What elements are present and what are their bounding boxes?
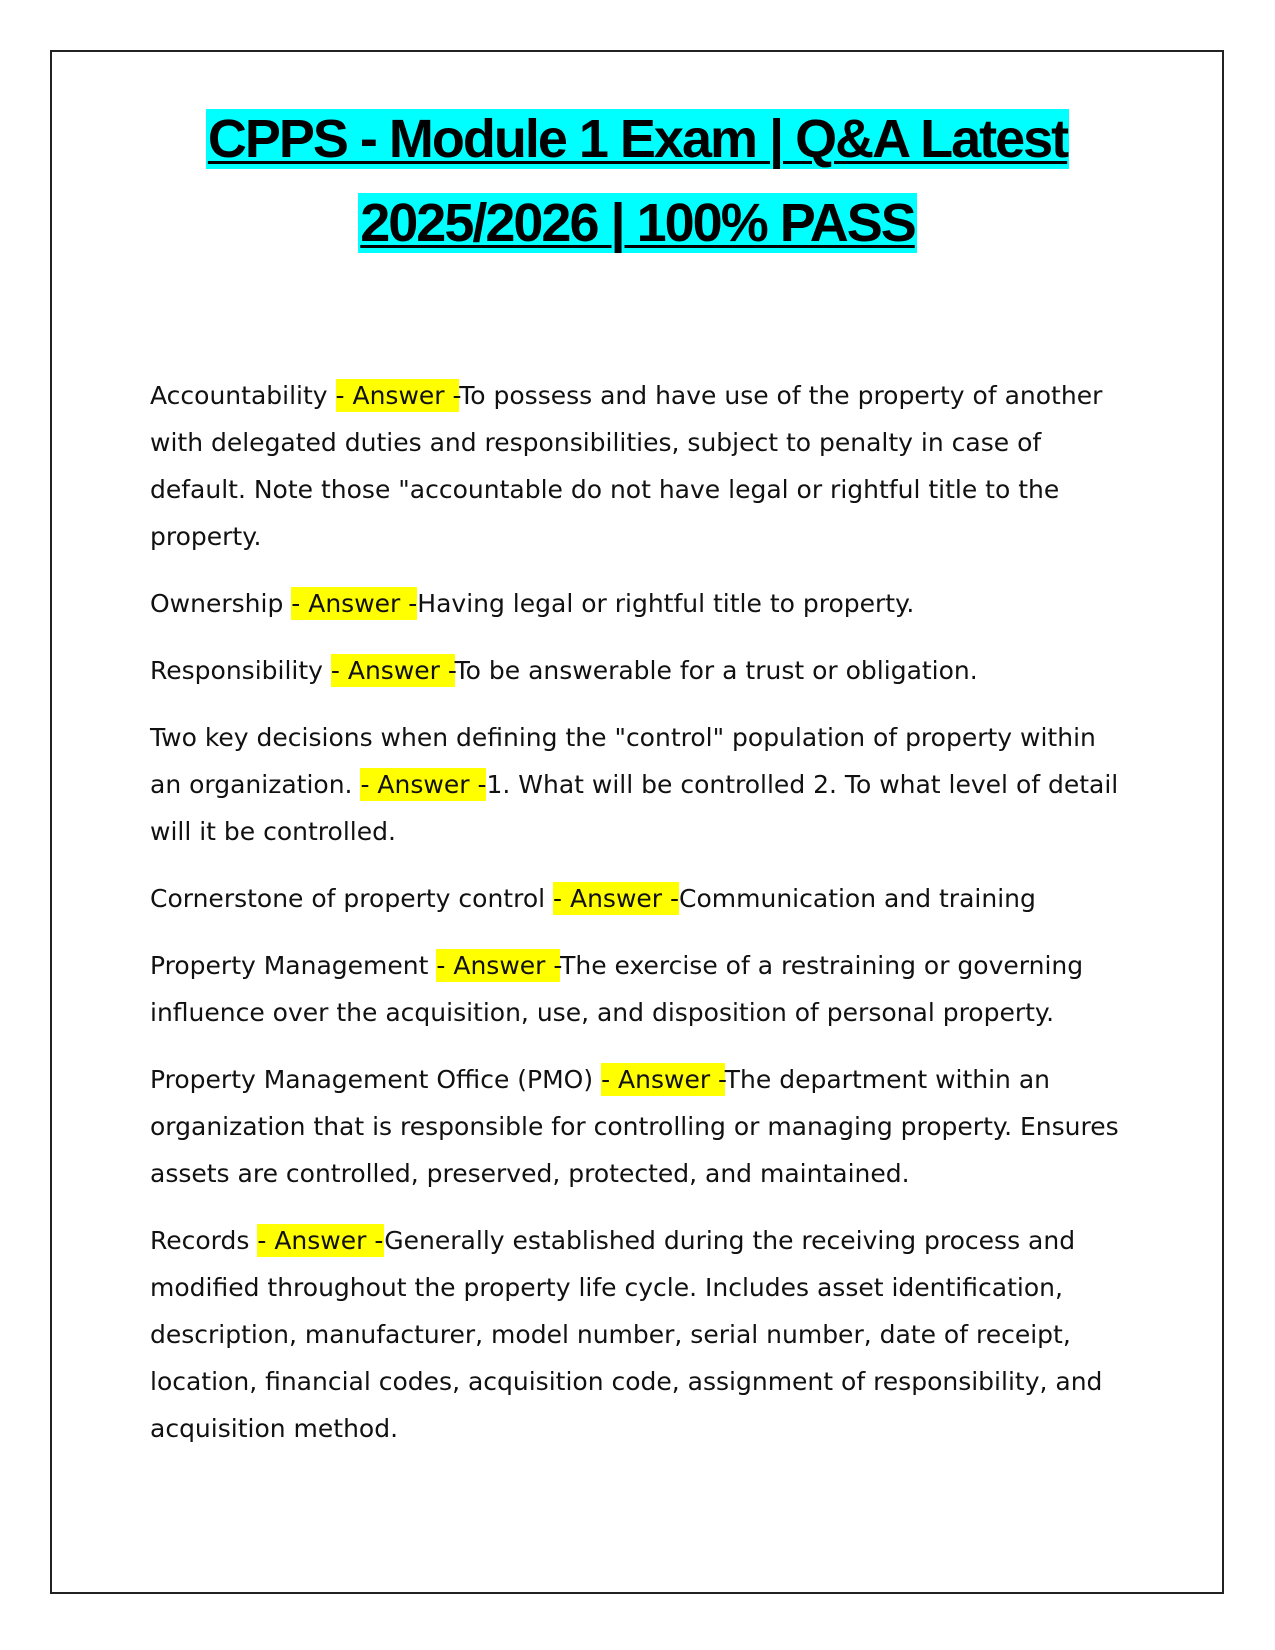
qa-list <box>150 372 1130 1472</box>
qa-definition: Having legal or rightful title to property. <box>417 589 915 618</box>
qa-definition: Communication and training <box>679 884 1036 913</box>
answer-marker: - Answer - <box>436 951 561 980</box>
qa-term: Two key decisions when defining the "control" population of property within an organization. <box>150 723 1096 799</box>
qa-definition: 1. What will be controlled 2. To what level of detail will it be controlled. <box>150 770 1119 846</box>
qa-definition: The exercise of a restraining or governing influence over the acquisition, use, and disposition of personal property. <box>150 951 1084 1027</box>
qa-entry <box>150 1056 1130 1197</box>
answer-marker: - Answer - <box>601 1065 725 1094</box>
qa-term: Ownership <box>150 589 292 618</box>
answer-marker: - Answer - <box>360 770 487 799</box>
title-line-1: CPPS - Module 1 Exam | Q&A Latest <box>207 109 1068 169</box>
qa-definition: The department within an organization that is responsible for controlling or managing property. Ensures assets are controlled, preserved, protected, and maintained. <box>150 1065 1119 1188</box>
title-line-2: 2025/2026 | 100% PASS <box>360 193 915 253</box>
qa-term: Records <box>150 1226 258 1255</box>
qa-definition: Generally established during the receiving process and modified throughout the property life cycle. Includes asset identification, description, manufacturer, model number, serial number, date of receipt, location, financial codes, acquisition code, assignment of responsibility, and acquisition method. <box>150 1226 1103 1443</box>
qa-entry <box>150 875 1130 922</box>
qa-entry <box>150 714 1130 855</box>
qa-definition: To be answerable for a trust or obligation. <box>454 656 978 685</box>
qa-term: Cornerstone of property control <box>150 884 554 913</box>
qa-entry <box>150 1217 1130 1452</box>
answer-marker: - Answer - <box>257 1226 385 1255</box>
qa-entry <box>150 647 1130 694</box>
answer-marker: - Answer - <box>330 656 455 685</box>
qa-entry <box>150 580 1130 627</box>
qa-term: Responsibility <box>150 656 331 685</box>
qa-term: Property Management <box>150 951 437 980</box>
document-title <box>0 97 1275 265</box>
qa-entry <box>150 372 1130 560</box>
qa-term: Accountability <box>150 381 336 410</box>
qa-definition: To possess and have use of the property of another with delegated duties and responsibilities, subject to penalty in case of default. Note those "accountable do not have legal or rightful title to the property. <box>150 381 1103 551</box>
answer-marker: - Answer - <box>553 884 680 913</box>
answer-marker: - Answer - <box>291 589 418 618</box>
answer-marker: - Answer - <box>335 381 460 410</box>
qa-entry <box>150 942 1130 1036</box>
qa-term: Property Management Office (PMO) <box>150 1065 602 1094</box>
